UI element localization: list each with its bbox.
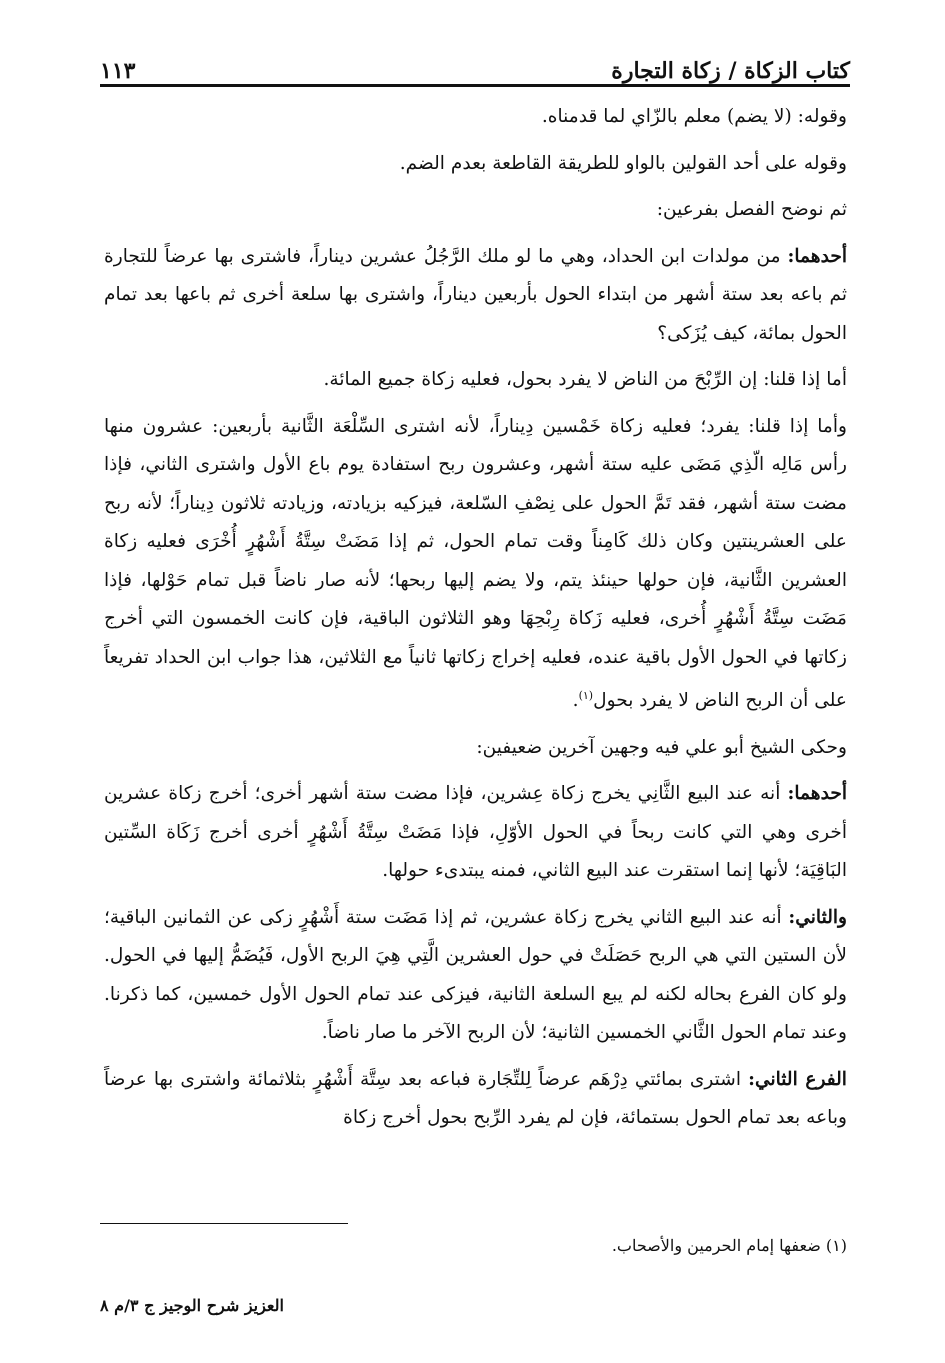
paragraph: وحكى الشيخ أبو علي فيه وجهين آخرين ضعيفين: [476,736,847,758]
paragraph-lead: أحدهما: [787,783,847,805]
paragraph-lead: الفرع الثاني: [748,1068,847,1090]
paragraph: أما إذا قلنا: إن الرِّبْحَ من الناض لا يفرد بحول، فعليه زكاة جميع المائة. [323,369,847,390]
footnote-marker: (١) [578,689,594,702]
running-title: كتاب الزكاة / زكاة التجارة [611,58,850,84]
paragraph: ثم نوضح الفصل بفرعين: [656,199,847,220]
paragraph-lead: والثاني: [788,906,847,928]
paragraph: الفرع الثاني: اشترى بمائتي دِرْهَم عرضاً لِلتِّجَارة فباعه بعد سِتَّة أَشْهُرٍ بثلاثمائة واشترى بها عرضاً وباعه بعد تمام الحول بستمائة، فإن لم يفرد الرِّبح بحول أخرج زكاة [104,1068,847,1129]
page-number: ١١٣ [100,58,136,84]
paragraph: أحدهما: أنه عند البيع الثَّانِي يخرج زكاة عِشرين، فإذا مضت ستة أشهر أخرى؛ أخرج زكاة عشرين أخرى وهي التي كانت ربحاً في الحول الأوّلِ، فإذا مَضَتْ سِتَّةُ أَشْهُرٍ أخرى أخرج زَكَاة السِّتين البَاقِيَة؛ لأنها إنما استقرت عند البيع الثاني، فمنه يبتدىء حولها. [104,783,847,882]
paragraph: والثاني: أنه عند البيع الثاني يخرج زكاة عشرين، ثم إذا مَضَت ستة أَشْهُرٍ زكى عن الثمانين الباقية؛ لأن الستين التي هي الربح حَصَلَتْ في حول العشرين الَّتِي هِيَ الربح الأول، فَيُضَمُّ إليها في الحول. ولو كان الفرع بحاله لكنه لم يبع السلعة الثانية، فيزكى عند تمام الحول الأول خمسين، كما ذكرنا. وعند تمام الحول الثَّاني الخمسين الثانية؛ لأن الربح الآخر ما صار ناضاً. [104,906,847,1044]
signature-line: العزيز شرح الوجيز ج ٣/م ٨ [100,1296,284,1315]
footnote-rule [100,1223,348,1224]
footnote: (١) ضعفها إمام الحرمين والأصحاب. [611,1236,847,1255]
main-text [104,98,847,1146]
paragraph: وقوله: (لا يضم) معلم بالزّاي لما قدمناه. [541,106,847,127]
paragraph: وأما إذا قلنا: يفرد؛ فعليه زكاة خَمْسين دِيناراً، لأنه اشترى السِّلْعَة الثَّانية بأربعين: عشرون منها رأس مَالِه الّذِي مَضَى عليه ستة أشهر، وعشرون ربح استفادة يوم باع الأول واشترى الثاني، فإذا مضت ستة أشهر، فقد تَمَّ الحول على نِصْفِ السّلعة، فيزكيه بزيادته، وزيادته ثلاثون دِيناراً؛ لأنه ربح على العشرينتين وكان ذلك كَامِناً وقت تمام الحول، ثم إذا مَضَتْ سِتَّةُ أَشْهُرٍ أُخْرَى فعليه زكاة العشرين الثَّانية، فإن حولها حينئذ يتم، ولا يضم إليها ربحها؛ لأنه صار ناضاً قبل تمام حَوْلها، فإذا مَضَت سِتَّةُ أَشْهُرٍ أُخرى، فعليه زَكاة رِبْحِهَا وهو الثلاثون الباقية، فإن كانت الخمسون التي أخرج زكاتها في الحول الأول باقية عنده، فعليه إخراج زكاتها ثانياً مع الثلاثين، هذا جواب ابن الحداد تفريعاً على أن الربح الناض لا يفرد بحول$^{(١)}$. [104,415,847,712]
page-header [100,40,850,84]
paragraph-lead: أحدهما: [787,245,847,267]
header-rule [100,84,850,87]
paragraph: أحدهما: من مولدات ابن الحداد، وهي ما لو ملك الرَّجُلُ عشرين ديناراً، فاشترى بها عرضاً للتجارة ثم باعه بعد ستة أشهر من ابتداء الحول بأربعين ديناراً، واشترى بها سلعة أخرى ثم باعها بعد تمام الحول بمائة، كيف يُزَكى؟ [104,245,847,344]
paragraph: وقوله على أحد القولين بالواو للطريقة القاطعة بعدم الضم. [399,152,847,174]
